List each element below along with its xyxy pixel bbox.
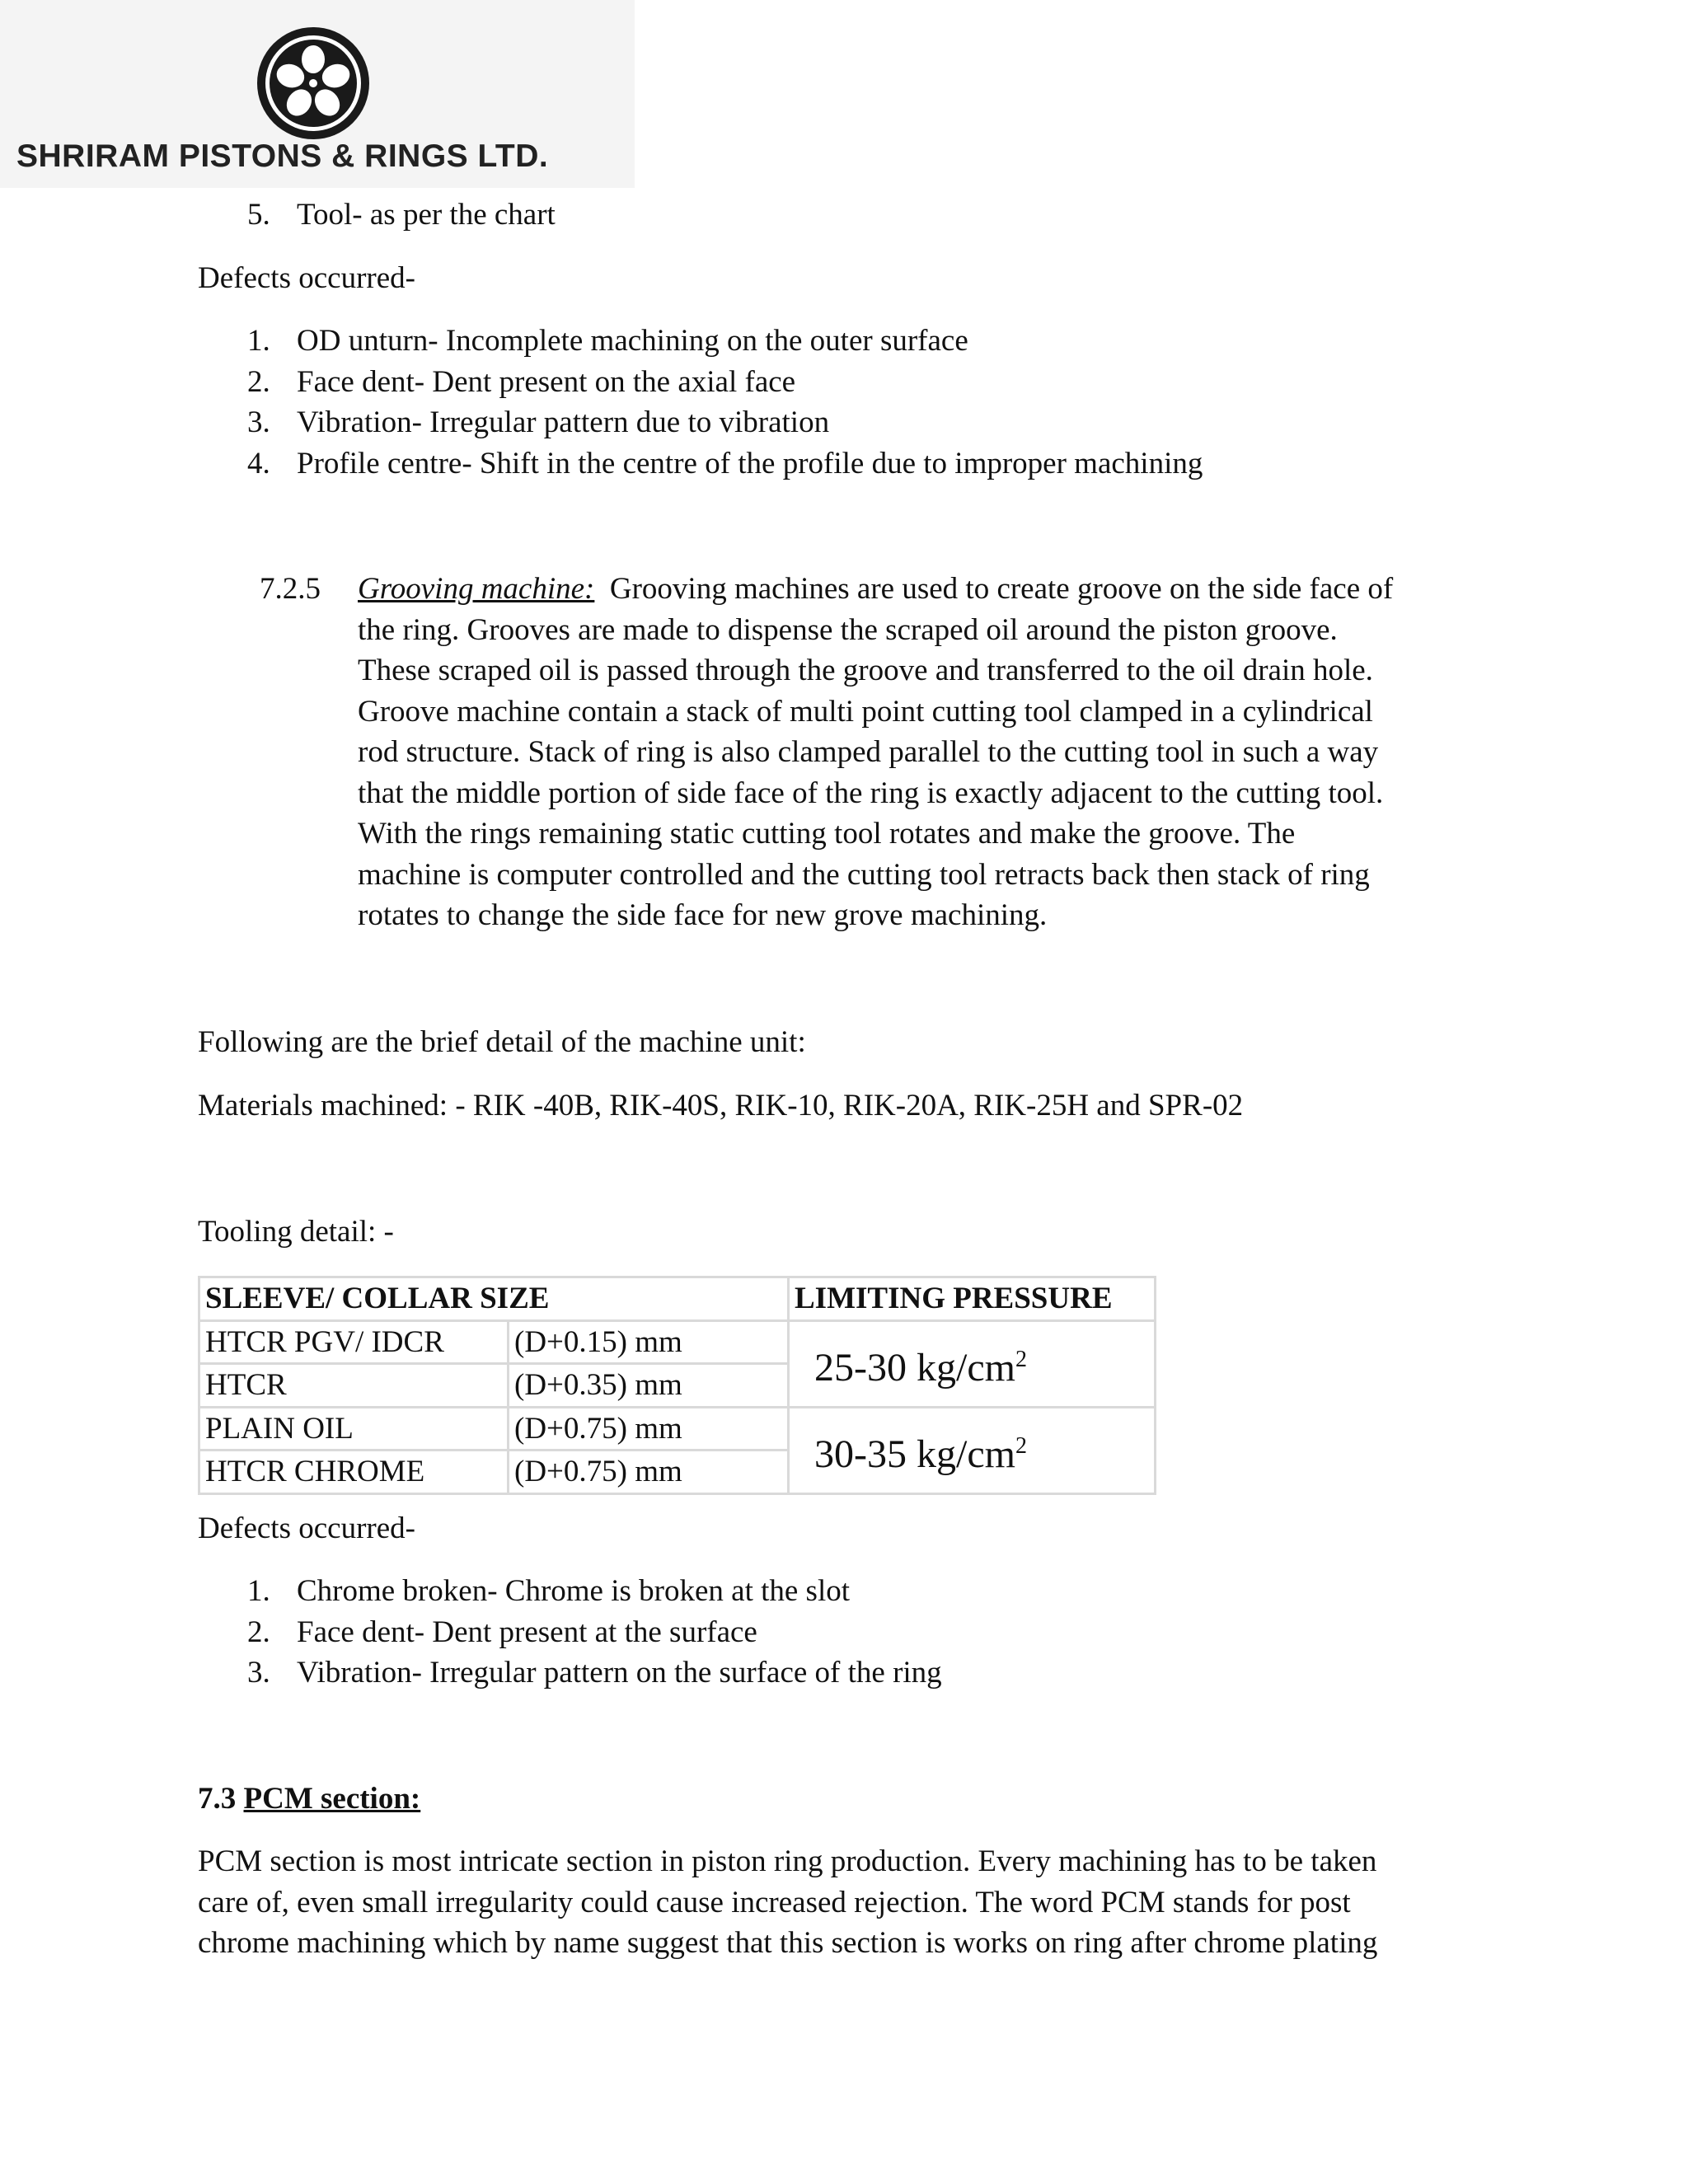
brief-detail-text: Following are the brief detail of the machine unit: bbox=[198, 1025, 806, 1059]
table-row: HTCR CHROME (D+0.75) mm bbox=[199, 1451, 1156, 1494]
defects-list bbox=[247, 1571, 942, 1694]
pressure-cell: 30-35 $kg/cm^2$ bbox=[789, 1407, 1156, 1493]
pcm-heading: 7.3 PCM section: bbox=[198, 1782, 421, 1816]
table-row: HTCR (D+0.35) mm bbox=[199, 1364, 1156, 1408]
list-item: 1. OD unturn- Incomplete machining on the outer surface bbox=[247, 324, 968, 358]
grooving-paragraph: Grooving machine: Grooving machines are used to create groove on the side face of the ring. Grooves are made to dispense the scraped oil around the piston groove. These scraped oil is passed through the groove and transferred to the oil drain hole. Groove machine contain a stack of multi point cutting tool clamped in a cylindrical rod structure. Stack of ring is also clamped parallel to the cutting tool in such a way that the middle portion of side face of the ring is exactly adjacent to the cutting tool. With the rings remaining static cutting tool rotates and make the groove. The machine is computer controlled and the cutting tool retracts back then stack of ring rotates to change the side face for new grove machining. bbox=[358, 572, 1394, 932]
company-logo-icon bbox=[255, 25, 372, 142]
company-header bbox=[0, 0, 635, 188]
table-header-size: SLEEVE/ COLLAR SIZE bbox=[199, 1277, 789, 1321]
pcm-paragraph: PCM section is most intricate section in piston ring production. Every machining has to be taken care of, even small irregularity could cause increased rejection. The word PCM stands for post chrome machining which by name suggest that this section is works on ring after chrome plating bbox=[198, 1844, 1378, 1960]
list-item: 2. Face dent- Dent present at the surface bbox=[247, 1615, 757, 1649]
company-name: SHRIRAM PISTONS & RINGS LTD. bbox=[16, 138, 549, 174]
section-title: PCM section: bbox=[243, 1782, 421, 1816]
pressure-cell: 25-30 $kg/cm^2$ bbox=[789, 1320, 1156, 1407]
section-title: Grooving machine: bbox=[358, 572, 595, 606]
list-item: 3. Vibration- Irregular pattern due to vibration bbox=[247, 405, 830, 439]
table-header-pressure: LIMITING PRESSURE bbox=[789, 1277, 1156, 1321]
defects-heading: Defects occurred- bbox=[198, 261, 415, 295]
section-number: 7.2.5 bbox=[260, 572, 321, 606]
defects-list bbox=[247, 321, 1203, 484]
materials-text: Materials machined: - RIK -40B, RIK-40S, RIK-10, RIK-20A, RIK-25H and SPR-02 bbox=[198, 1089, 1244, 1122]
tooling-heading: Tooling detail: - bbox=[198, 1215, 394, 1249]
list-item: 1. Chrome broken- Chrome is broken at the slot bbox=[247, 1574, 851, 1608]
top-list bbox=[247, 194, 556, 236]
defects-heading: Defects occurred- bbox=[198, 1511, 415, 1545]
list-item: 4. Profile centre- Shift in the centre of the profile due to improper machining bbox=[247, 446, 1203, 480]
table-row: PLAIN OIL (D+0.75) mm 30-35 $kg/cm^2$ bbox=[199, 1407, 1156, 1451]
tooling-table bbox=[198, 1276, 1156, 1495]
list-item: 2. Face dent- Dent present on the axial face bbox=[247, 364, 796, 399]
table-row: HTCR PGV/ IDCR (D+0.15) mm 25-30 $kg/cm^2$ bbox=[199, 1320, 1156, 1364]
list-item: 3. Vibration- Irregular pattern on the surface of the ring bbox=[247, 1656, 942, 1690]
list-item: 5. Tool- as per the chart bbox=[247, 198, 556, 232]
